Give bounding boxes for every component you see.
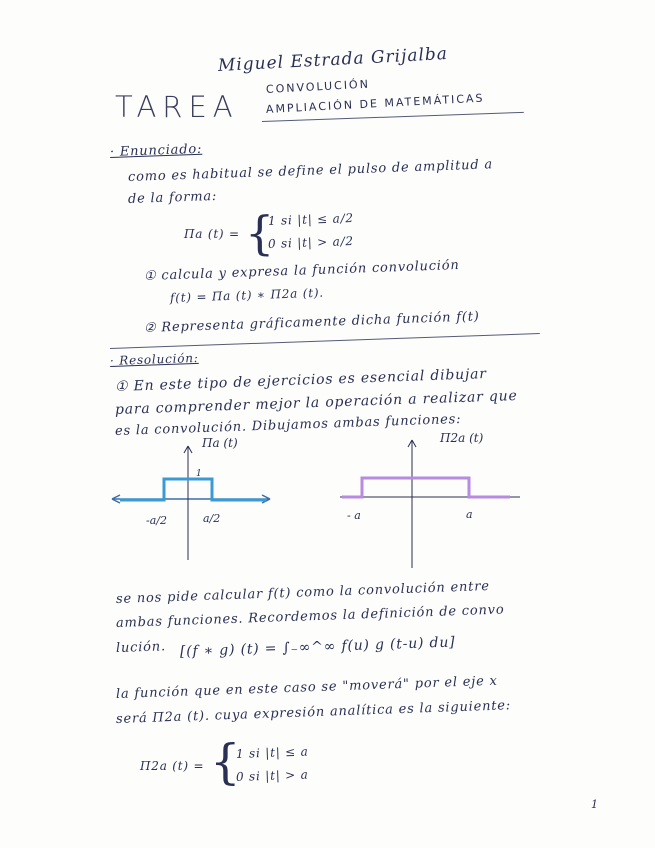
subtitle-topic: CONVOLUCIÓN [265,77,371,96]
enunciado-line-1: como es habitual se define el pulso de amplitud a [127,157,494,185]
final-case-2: 0 si |t| > a [235,767,309,784]
pulse-case-2: 0 si |t| > a/2 [267,234,355,251]
resolucion-line-3: es la convolución. Dibujamos ambas funciones: [114,411,462,439]
convolution-formula: [(f ∗ g) (t) = ∫₋∞^∞ f(u) g (t-u) du] [179,634,456,660]
final-brace: { [210,734,241,790]
para2-line-2: ambas funciones. Recordemos la definición de convo [115,602,505,631]
graph-pulse-2a [340,431,520,568]
para2-line-1: se nos pide calcular f(t) como la convolución entre [115,578,490,607]
para3-line-2: será Π2a (t). cuya expresión analítica es la siguiente: [115,698,512,727]
graph1-pulse-curve [120,479,266,500]
resolucion-line-2: para comprender mejor la operación a realizar que [114,387,518,418]
task-2: ② Representa gráficamente dicha función f(t) [143,309,480,336]
para2-line-3: lución. [115,639,167,656]
pulse-case-1: 1 si |t| ≤ a/2 [267,211,355,228]
graph1-top-mark: 1 [196,469,202,479]
author-name: Miguel Estrada Grijalba [217,43,449,76]
pulse-definition-lhs: Πa (t) = [184,227,240,241]
pulse-brace: { [245,206,275,260]
para3-line-1: la función que en este caso se "moverá" por el eje x [115,673,498,702]
final-definition-lhs: Π2a (t) = [140,759,205,773]
task-1-line-2: f(t) = Πa (t) ∗ Π2a (t). [169,285,325,305]
page-title: TAREA [115,90,239,124]
resolucion-line-1: ① En este tipo de ejercicios es esencial dibujar [114,366,488,395]
graph2-label: Π2a (t) [440,431,484,445]
enunciado-heading: · Enunciado: [109,141,203,160]
resolucion-heading: · Resolución: [109,350,199,368]
graph1-label: Πa (t) [202,436,238,450]
enunciado-line-2: de la forma: [127,188,218,207]
graph2-tick-left: - a [347,509,361,522]
graph1-tick-left: -a/2 [146,514,167,527]
final-case-1: 1 si |t| ≤ a [235,744,309,761]
page-number: 1 [591,798,598,811]
graph1-tick-right: a/2 [203,512,221,525]
graph2-pulse-curve [342,478,510,497]
graph2-tick-right: a [466,508,473,521]
graph-pulse-a [112,436,270,560]
task-1-line-1: ① calcula y expresa la función convolución [143,257,460,284]
subtitle-course: AMPLIACIÓN DE MATEMÁTICAS [265,91,485,116]
